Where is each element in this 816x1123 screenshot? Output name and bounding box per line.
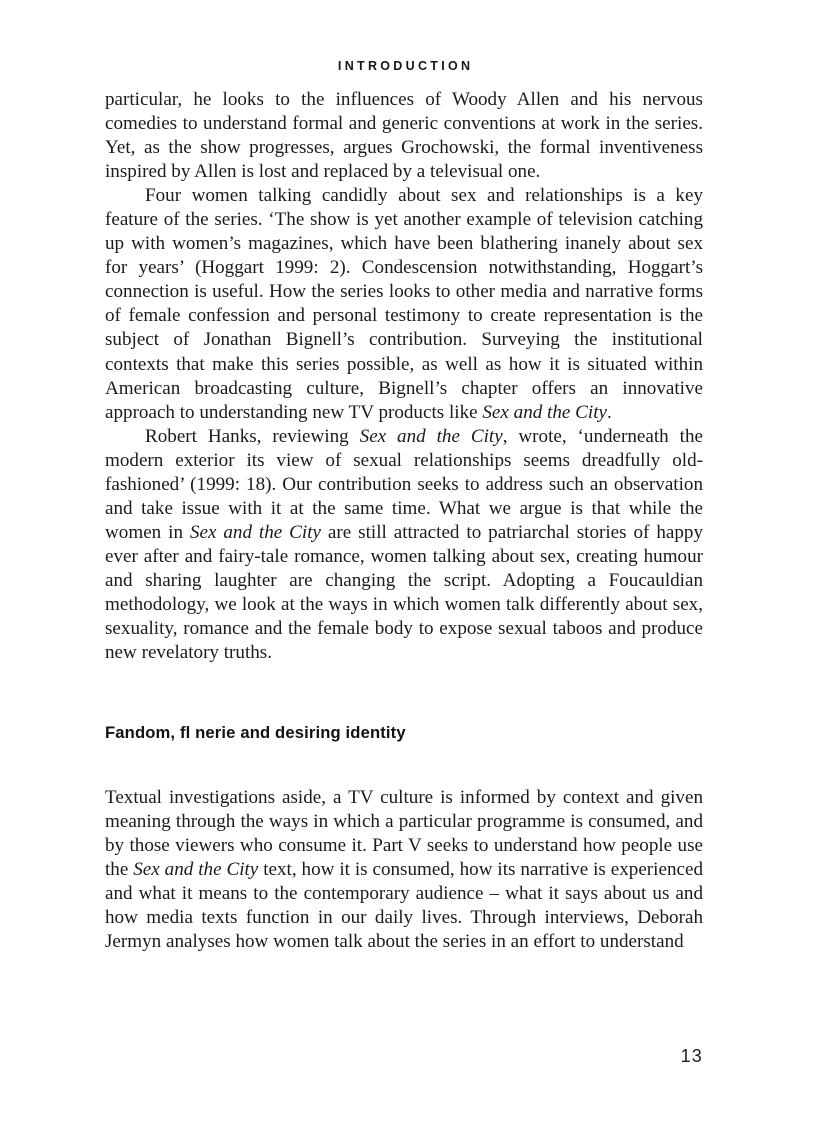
italic-title: Sex and the City (133, 859, 259, 881)
text-run: Robert Hanks, reviewing (145, 425, 360, 447)
text-run: particular, he looks to the influences of Woody Allen and his nervous comedies to understand formal and generic conventions at work in the series. Yet, as the show progresses, argues Grochowski, the formal inventiveness inspired by Allen is lost and replaced by a televisual one. (105, 89, 703, 183)
text-run: , wrote, ‘underneath the modern exterior its view of sexual relationships seems dreadfully old-fashioned’ (1999: 18). Our contribution seeks to address such an observation and take issue with it at the same time. What we argue is that while the women in (105, 425, 703, 543)
text-run: . (606, 401, 612, 423)
heading-spacer-below (105, 745, 703, 786)
paragraph (105, 425, 703, 665)
italic-title: Sex and the City (359, 425, 503, 447)
page-number: 13 (680, 1046, 703, 1066)
text-column (105, 88, 703, 954)
paragraph (105, 88, 703, 184)
running-head: INTRODUCTION (337, 59, 474, 73)
paragraph (105, 184, 703, 424)
paragraph (105, 786, 703, 954)
italic-title: Sex and the City (482, 401, 607, 423)
text-run: Four women talking candidly about sex and relationships is a key feature of the series. ‘The show is yet another example of television catching up with women’s magazines, which have been blathering inanely about sex for years’ (Hoggart 1999: 2). Condescension notwithstanding, Hoggart’s connection is useful. How the series looks to other media and narrative forms of female confession and personal testimony to create representation is the subject of Jonathan Bignell’s contribution. Surveying the institutional contexts that make this series possible, as well as how it is situated within American broadcasting culture, Bignell’s chapter offers an innovative approach to understanding new TV products like (105, 185, 703, 423)
heading-spacer-above (105, 665, 703, 721)
section-heading: Fandom, fl nerie and desiring identity (105, 723, 406, 743)
text-run: are still attracted to patriarchal stories of happy ever after and fairy-tale romance, women talking about sex, creating humour and sharing laughter are changing the script. Adopting a Foucauldian methodology, we look at the ways in which women talk differently about sex, sexuality, romance and the female body to expose sexual taboos and produce new revelatory truths. (105, 521, 703, 664)
text-run: text, how it is consumed, how its narrative is experienced and what it means to the contemporary audience – what it says about us and how media texts function in our daily lives. Through interviews, Deborah Jermyn analyses how women talk about the series in an effort to understand (105, 859, 703, 953)
italic-title: Sex and the City (189, 521, 321, 543)
text-run: Textual investigations aside, a TV culture is informed by context and given meaning through the ways in which a particular programme is consumed, and by those viewers who consume it. Part V seeks to understand how people use the (105, 787, 703, 881)
